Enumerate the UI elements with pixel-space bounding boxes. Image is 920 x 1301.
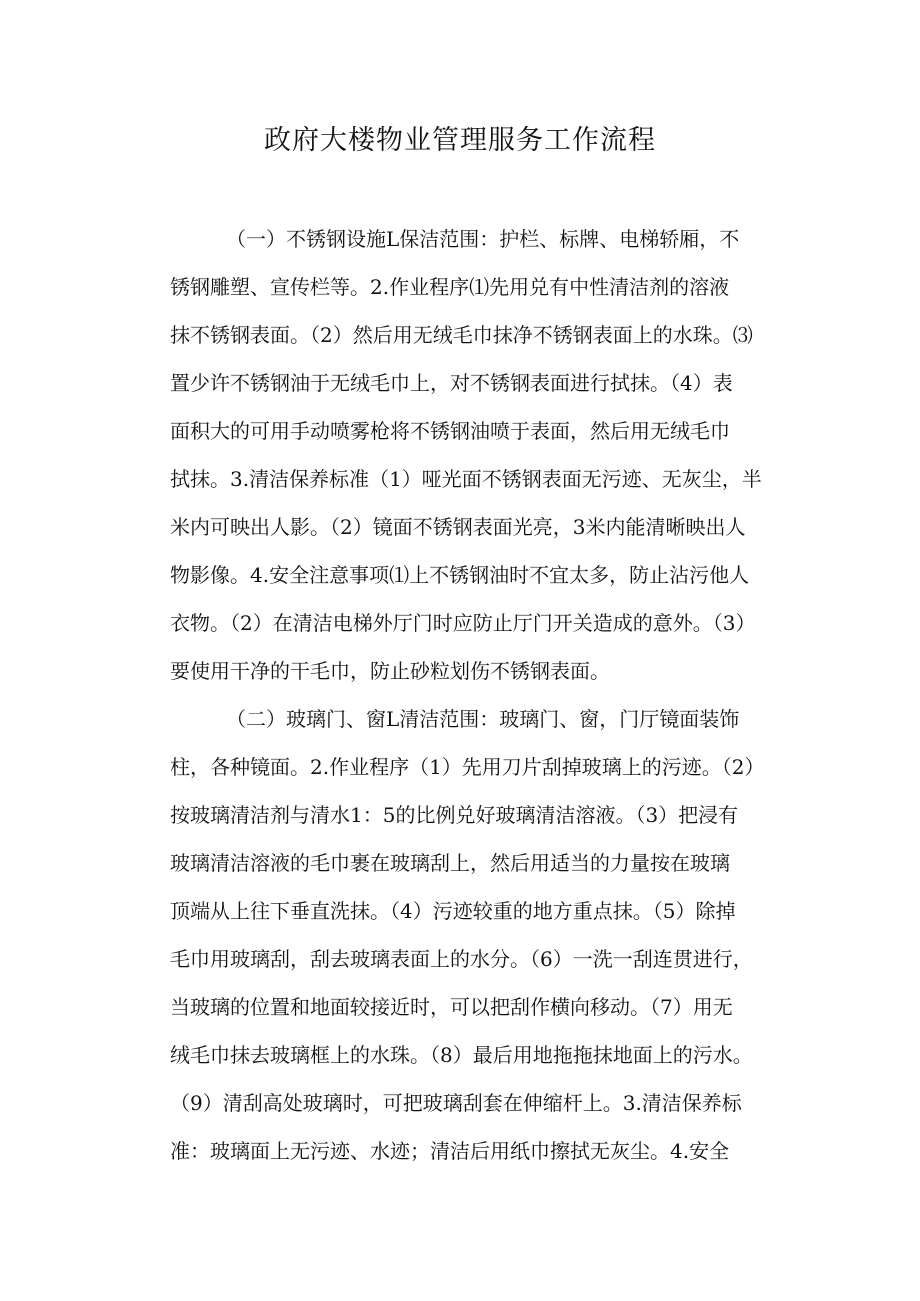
body-line: 玻璃清洁溶液的毛巾裹在玻璃刮上，然后用适当的力量按在玻璃	[170, 851, 730, 875]
body-line: 抹不锈钢表面。（2）然后用无绒毛巾抹净不锈钢表面上的水珠。⑶	[170, 323, 753, 347]
body-line: 锈钢雕塑、宣传栏等。2.作业程序⑴先用兑有中性清洁剂的溶液	[170, 275, 730, 299]
body-line: 当玻璃的位置和地面较接近时，可以把刮作横向移动。（7）用无	[170, 995, 733, 1019]
body-line: （二）玻璃门、窗L清洁范围：玻璃门、窗，门厅镜面装饰	[226, 707, 740, 731]
body-line: 置少许不锈钢油于无绒毛巾上，对不锈钢表面进行拭抹。（4）表	[170, 371, 733, 395]
body-line: 柱，各种镜面。2.作业程序（1）先用刀片刮掉玻璃上的污迹。（2）	[170, 755, 765, 779]
body-line: （9）清刮高处玻璃时，可把玻璃刮套在伸缩杆上。3.清洁保养标	[170, 1091, 742, 1115]
body-line: 面积大的可用手动喷雾枪将不锈钢油喷于表面，然后用无绒毛巾	[170, 419, 730, 443]
document-title: 政府大楼物业管理服务工作流程	[264, 125, 656, 156]
body-line: 按玻璃清洁剂与清水1：5的比例兑好玻璃清洁溶液。（3）把浸有	[170, 803, 739, 827]
body-line: 衣物。（2）在清洁电梯外厅门时应防止厅门开关造成的意外。（3）	[170, 611, 756, 635]
body-line: 物影像。4.安全注意事项⑴上不锈钢油时不宜太多，防止沾污他人	[170, 563, 750, 587]
body-line: 顶端从上往下垂直洗抹。（4）污迹较重的地方重点抹。（5）除掉	[170, 899, 736, 923]
body-line: 准：玻璃面上无污迹、水迹；清洁后用纸巾擦拭无灰尘。4.安全	[170, 1139, 730, 1163]
body-line: 米内可映出人影。（2）镜面不锈钢表面光亮，3米内能清晰映出人	[170, 515, 746, 539]
body-line: 拭抹。3.清洁保养标准（1）哑光面不锈钢表面无污迹、无灰尘，半	[170, 467, 762, 491]
body-line: 要使用干净的干毛巾，防止砂粒划伤不锈钢表面。	[170, 659, 610, 683]
body-line: 绒毛巾抹去玻璃框上的水珠。（8）最后用地拖拖抹地面上的污水。	[170, 1043, 753, 1067]
body-line: （一）不锈钢设施L保洁范围：护栏、标牌、电梯轿厢，不	[226, 227, 740, 251]
body-line: 毛巾用玻璃刮，刮去玻璃表面上的水分。（6）一洗一刮连贯进行，	[170, 947, 753, 971]
